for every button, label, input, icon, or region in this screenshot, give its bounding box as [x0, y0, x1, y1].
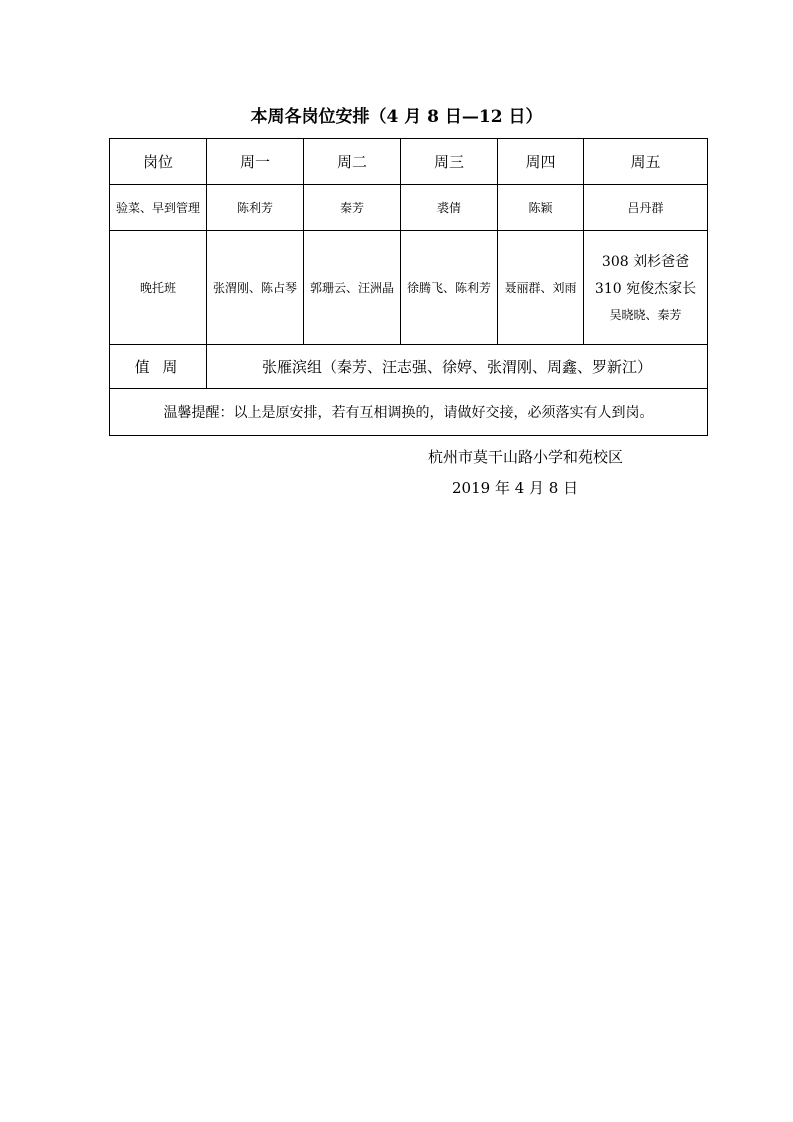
header-friday: 周五 — [584, 139, 708, 185]
footer-school: 杭州市莫干山路小学和苑校区 — [428, 448, 624, 466]
duty-label: 值 周 — [110, 345, 207, 389]
table-header-row — [110, 139, 708, 185]
friday-late-cell — [584, 231, 708, 345]
friday-line: 308 刘杉爸爸 — [601, 253, 690, 270]
schedule-table — [109, 138, 708, 436]
table-cell: 陈利芳 — [207, 185, 304, 231]
duty-value: 张雁滨组（秦芳、汪志强、徐婷、张渭刚、周鑫、罗新江） — [207, 345, 708, 389]
header-thursday: 周四 — [498, 139, 584, 185]
header-wednesday: 周三 — [401, 139, 498, 185]
footer-date: 2019 年 4 月 8 日 — [452, 479, 579, 497]
table-cell: 聂丽群、刘雨 — [498, 231, 584, 345]
table-cell: 陈颖 — [498, 185, 584, 231]
friday-line: 吴晓晓、秦芳 — [609, 307, 682, 322]
header-tuesday: 周二 — [304, 139, 401, 185]
notice-text: 温馨提醒：以上是原安排，若有互相调换的，请做好交接，必须落实有人到岗。 — [110, 389, 708, 436]
post-cell: 验菜、早到管理 — [110, 185, 207, 231]
notice-row — [110, 389, 708, 436]
table-cell: 裘倩 — [401, 185, 498, 231]
table-row — [110, 231, 708, 345]
page-title: 本周各岗位安排（4 月 8 日—12 日） — [250, 107, 543, 127]
table-cell: 徐腾飞、陈利芳 — [401, 231, 498, 345]
table-row — [110, 185, 708, 231]
header-monday: 周一 — [207, 139, 304, 185]
table-cell: 郭珊云、汪洲晶 — [304, 231, 401, 345]
header-post: 岗位 — [110, 139, 207, 185]
table-cell: 秦芳 — [304, 185, 401, 231]
post-cell: 晚托班 — [110, 231, 207, 345]
duty-row — [110, 345, 708, 389]
friday-line: 310 宛俊杰家长 — [594, 280, 697, 297]
table-cell: 吕丹群 — [584, 185, 708, 231]
table-cell: 张渭刚、陈占琴 — [207, 231, 304, 345]
